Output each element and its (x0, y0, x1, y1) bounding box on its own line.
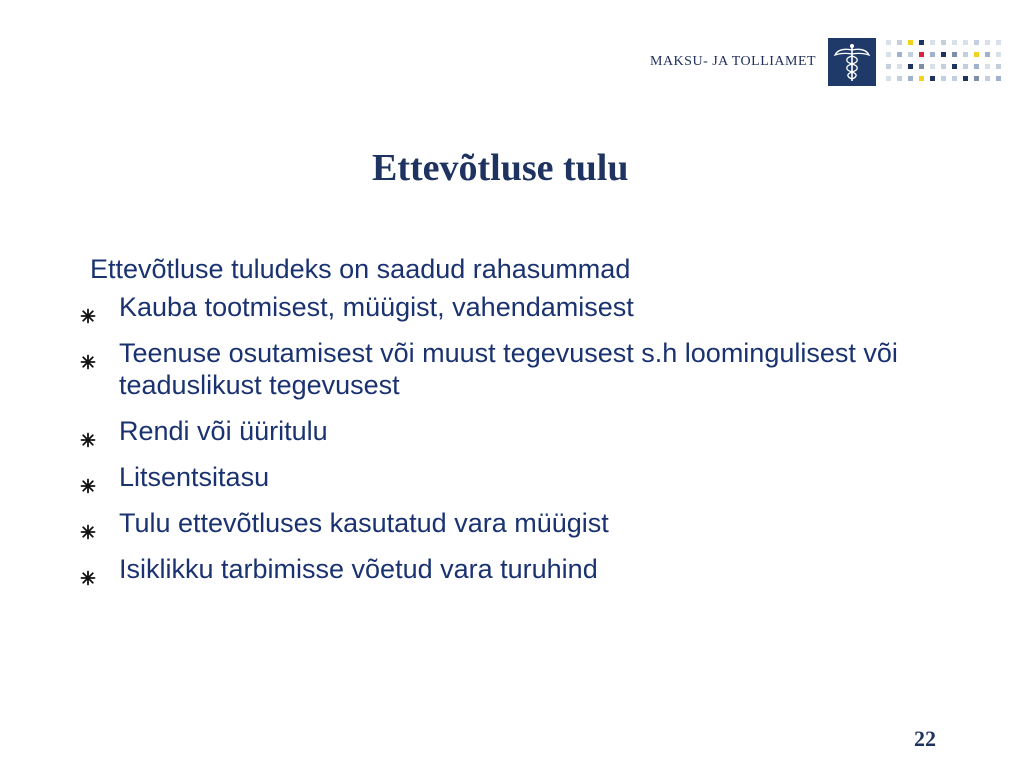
bullet-item (80, 507, 960, 539)
decorative-dot (897, 40, 902, 45)
decorative-dot (930, 52, 935, 57)
decorative-dot (985, 76, 990, 81)
decorative-dot (919, 40, 924, 45)
decorative-dot (952, 76, 957, 81)
decorative-dot (941, 64, 946, 69)
intro-text: Ettevõtluse tuludeks on saadud rahasummad (90, 254, 631, 284)
decorative-dot (974, 52, 979, 57)
decorative-dot (996, 64, 1001, 69)
decorative-dot-grid (884, 38, 1008, 86)
caduceus-icon-svg (832, 41, 872, 83)
decorative-dot (941, 52, 946, 57)
decorative-dot (908, 64, 913, 69)
decorative-dot (952, 64, 957, 69)
asterisk-bullet-icon (80, 469, 96, 485)
decorative-dot (963, 52, 968, 57)
decorative-dot (996, 40, 1001, 45)
bullet-list (80, 291, 960, 585)
decorative-dot (963, 40, 968, 45)
decorative-dot (919, 76, 924, 81)
org-name: MAKSU- JA TOLLIAMET (650, 54, 817, 69)
decorative-dot (985, 64, 990, 69)
decorative-dot (919, 64, 924, 69)
decorative-dot (930, 64, 935, 69)
slide-title: Ettevõtluse tulu (372, 147, 629, 189)
bullet-text: Rendi või üüritulu (119, 416, 328, 446)
decorative-dot (996, 52, 1001, 57)
decorative-dot (919, 52, 924, 57)
decorative-dot (886, 76, 891, 81)
decorative-dot (897, 64, 902, 69)
header (650, 34, 876, 90)
bullet-item (80, 415, 960, 447)
bullet-text: Litsentsitasu (119, 462, 270, 492)
bullet-item (80, 553, 960, 585)
bullet-text: Tulu ettevõtluses kasutatud vara müügist (119, 508, 609, 538)
decorative-dot (941, 76, 946, 81)
caduceus-icon (828, 38, 876, 86)
decorative-dot (974, 40, 979, 45)
decorative-dot (897, 52, 902, 57)
asterisk-bullet-icon (80, 423, 96, 439)
decorative-dot (952, 40, 957, 45)
bullet-text: Teenuse osutamisest või muust tegevusest s.h loomingulisest või teaduslikust tegevusest (119, 338, 898, 400)
asterisk-bullet-icon (80, 561, 96, 577)
decorative-dot (941, 40, 946, 45)
decorative-dot (985, 40, 990, 45)
decorative-dot (886, 52, 891, 57)
decorative-dot (908, 52, 913, 57)
decorative-dot (897, 76, 902, 81)
decorative-dot (908, 40, 913, 45)
decorative-dot (963, 76, 968, 81)
decorative-dot (930, 76, 935, 81)
decorative-dot (963, 64, 968, 69)
decorative-dot (996, 76, 1001, 81)
asterisk-bullet-icon (80, 299, 96, 315)
bullet-item (80, 291, 960, 323)
decorative-dot (974, 76, 979, 81)
bullet-item (80, 461, 960, 493)
page-number: 22 (914, 726, 936, 751)
decorative-dot (930, 40, 935, 45)
decorative-dot (952, 52, 957, 57)
asterisk-bullet-icon (80, 515, 96, 531)
slide-content (80, 253, 960, 599)
asterisk-bullet-icon (80, 345, 96, 361)
bullet-item (80, 337, 960, 401)
decorative-dot (886, 40, 891, 45)
bullet-text: Isiklikku tarbimisse võetud vara turuhind (119, 554, 598, 584)
decorative-dot (908, 76, 913, 81)
decorative-dot (985, 52, 990, 57)
bullet-text: Kauba tootmisest, müügist, vahendamisest (119, 292, 634, 322)
decorative-dot (886, 64, 891, 69)
decorative-dot (974, 64, 979, 69)
